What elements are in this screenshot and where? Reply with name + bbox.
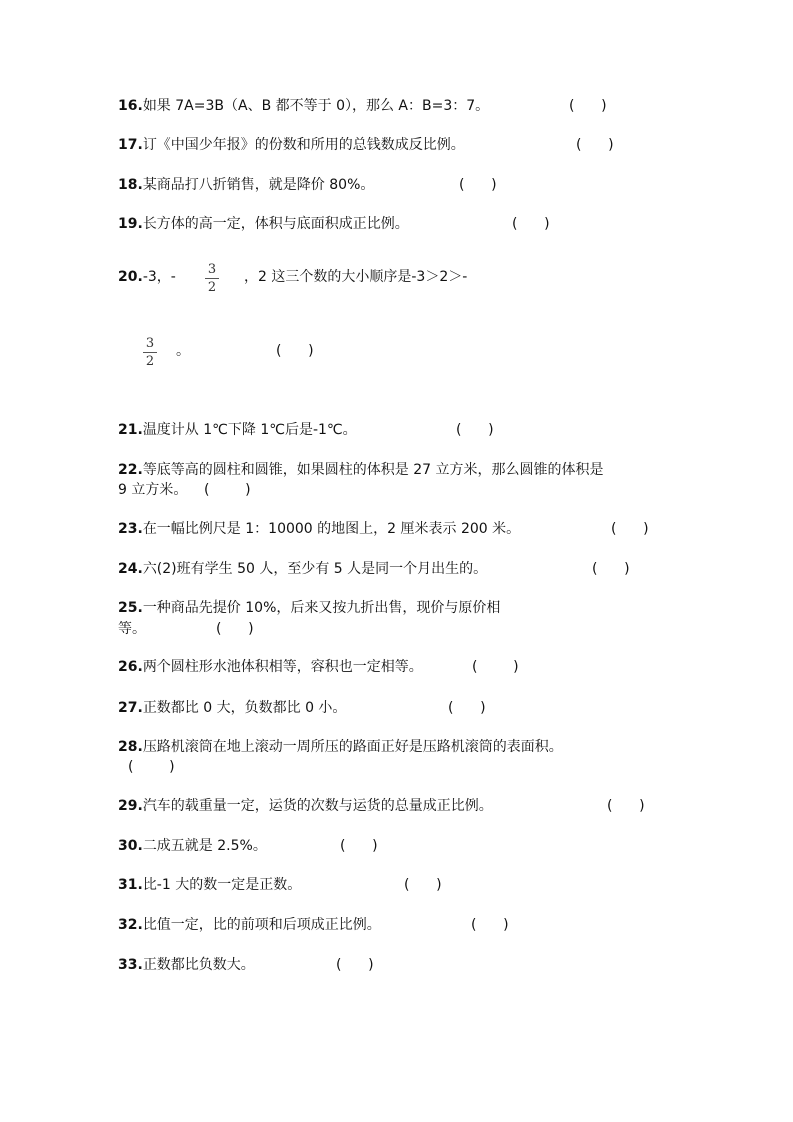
fraction-bar [143,352,157,353]
question-number: 27. [118,700,143,716]
question-number: 26. [118,659,143,675]
question-32 [118,915,381,935]
question-text: 两个圆柱形水池体积相等，容积也一定相等。 [142,659,423,675]
question-text: 汽车的载重量一定，运货的次数与运货的总量成正比例。 [142,798,493,814]
answer-blank-25[interactable]: ( ) [216,621,254,637]
question-text: 在一幅比例尺是 1：10000 的地图上，2 厘米表示 200 米。 [142,521,521,537]
answer-blank-29[interactable]: ( ) [607,798,645,814]
question-number: 30. [118,838,143,854]
answer-blank-19[interactable]: ( ) [512,216,550,232]
question-number: 25. [118,600,143,616]
question-number: 31. [118,877,143,893]
fraction-three-halves-2 [143,336,157,369]
fraction-denominator: 2 [145,354,155,369]
question-19 [118,214,409,234]
question-number: 17. [118,137,143,153]
question-21 [118,420,357,440]
question-25-line2 [118,619,146,639]
question-30 [118,836,267,856]
question-text: 某商品打八折销售，就是降价 80%。 [142,177,375,193]
question-text: 六(2)班有学生 50 人，至少有 5 人是同一个月出生的。 [142,561,488,577]
question-number: 19. [118,216,143,232]
question-22 [118,460,604,480]
question-number: 18. [118,177,143,193]
answer-blank-27[interactable]: ( ) [448,700,486,716]
answer-blank-32[interactable]: ( ) [471,917,509,933]
question-text: 比值一定，比的前项和后项成正比例。 [142,917,381,933]
question-number: 24. [118,561,143,577]
question-text: 如果 7A=3B（A、B 都不等于 0），那么 A：B=3：7。 [142,98,490,114]
question-text-part-a: -3，- [142,269,176,285]
question-16 [118,96,489,116]
question-text-part-b: ，2 这三个数的大小顺序是-3＞2＞- [244,269,468,285]
question-text: 正数都比 0 大，负数都比 0 小。 [142,700,347,716]
answer-blank-24[interactable]: ( ) [592,561,630,577]
answer-blank-17[interactable]: ( ) [576,137,614,153]
question-number: 21. [118,422,143,438]
question-number: 16. [118,98,143,114]
question-25 [118,598,500,618]
question-number: 20. [118,269,143,285]
question-text: 一种商品先提价 10%，后来又按九折出售，现价与原价相 [142,600,501,616]
answer-blank-28[interactable]: ( ) [128,759,175,775]
question-text: 二成五就是 2.5%。 [142,838,267,854]
fraction-bar [205,278,219,279]
question-text-continued: 9 立方米。 [118,482,188,498]
question-text-continued: 等。 [118,621,146,637]
answer-blank-21[interactable]: ( ) [456,422,494,438]
answer-blank-26[interactable]: ( ) [472,659,519,675]
question-31 [118,875,301,895]
question-28 [118,737,563,757]
question-number: 23. [118,521,143,537]
question-23 [118,519,520,539]
question-text: 比-1 大的数一定是正数。 [142,877,302,893]
question-29 [118,796,493,816]
fraction-numerator: 3 [145,336,155,351]
question-number: 28. [118,739,143,755]
question-text: 正数都比负数大。 [142,957,255,973]
question-text: 温度计从 1℃下降 1℃后是-1℃。 [142,422,357,438]
fraction-numerator: 3 [207,262,217,277]
question-number: 22. [118,462,143,478]
question-number: 29. [118,798,143,814]
answer-blank-16[interactable]: ( ) [569,98,607,114]
question-text: 订《中国少年报》的份数和所用的总钱数成反比例。 [142,137,465,153]
answer-blank-33[interactable]: ( ) [336,957,374,973]
question-22-line2 [118,480,187,500]
question-27 [118,698,346,718]
question-33 [118,955,255,975]
question-24 [118,559,487,579]
question-18 [118,175,374,195]
question-26 [118,657,423,677]
answer-blank-23[interactable]: ( ) [611,521,649,537]
question-number: 33. [118,957,143,973]
question-20-period: 。 [176,343,190,359]
answer-blank-22[interactable]: ( ) [204,482,251,498]
question-20-line1-end [244,267,467,287]
question-text: 等底等高的圆柱和圆锥，如果圆柱的体积是 27 立方米，那么圆锥的体积是 [142,462,604,478]
question-number: 32. [118,917,143,933]
question-20-line1-start [118,267,176,287]
answer-blank-30[interactable]: ( ) [340,838,378,854]
fraction-denominator: 2 [207,280,217,295]
answer-blank-31[interactable]: ( ) [404,877,442,893]
fraction-three-halves [205,262,219,295]
answer-blank-18[interactable]: ( ) [459,177,497,193]
question-text: 压路机滚筒在地上滚动一周所压的路面正好是压路机滚筒的表面积。 [142,739,563,755]
question-17 [118,135,465,155]
answer-blank-20[interactable]: ( ) [276,343,314,359]
question-text: 长方体的高一定，体积与底面积成正比例。 [142,216,409,232]
